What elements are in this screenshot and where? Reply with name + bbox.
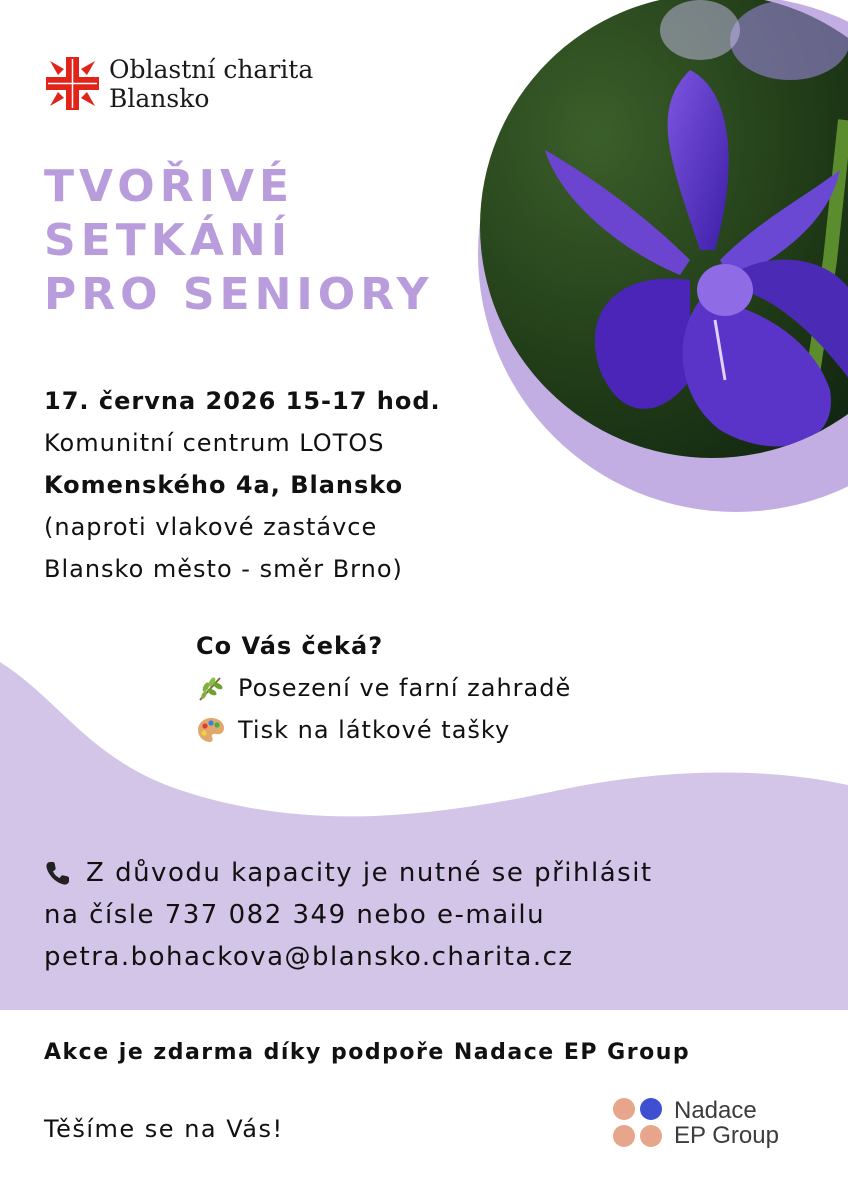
program-item-text: Tisk na látkové tašky: [238, 716, 511, 744]
org-name-line1: Oblastní charita: [109, 55, 314, 84]
organization-name: [109, 55, 313, 113]
program-item: [196, 709, 571, 751]
sponsor-name-line1: Nadace: [674, 1097, 757, 1124]
herb-icon: [196, 673, 226, 703]
sponsor-logo: [612, 1097, 779, 1149]
sponsor-name: [674, 1098, 779, 1148]
palette-icon: [196, 715, 226, 745]
poster-title: [44, 160, 434, 322]
registration-text: Z důvodu kapacity je nutné se přihlásit: [86, 858, 653, 888]
sponsor-note: Akce je zdarma díky podpoře Nadace EP Group: [44, 1040, 691, 1065]
org-name-line2: Blansko: [109, 84, 210, 113]
closing-greeting: Těšíme se na Vás!: [44, 1115, 284, 1143]
program-item: [196, 667, 571, 709]
program-section: [196, 625, 571, 751]
sponsor-name-line2: EP Group: [674, 1122, 779, 1149]
event-venue: Komunitní centrum LOTOS: [44, 429, 385, 457]
title-line3: PRO SENIORY: [44, 269, 434, 320]
organization-logo: [44, 55, 313, 113]
title-line1: TVOŘIVÉ: [44, 161, 295, 212]
phone-icon: [44, 859, 72, 887]
event-details: [44, 380, 441, 590]
registration-email[interactable]: petra.bohackova@blansko.charita.cz: [44, 942, 574, 972]
program-heading: Co Vás čeká?: [196, 632, 384, 660]
program-item-text: Posezení ve farní zahradě: [238, 674, 572, 702]
event-directions-line1: (naproti vlakové zastávce: [44, 513, 378, 541]
title-line2: SETKÁNÍ: [44, 215, 293, 266]
caritas-cross-icon: [44, 55, 101, 112]
event-directions-line2: Blansko město - směr Brno): [44, 555, 403, 583]
registration-info: [44, 852, 653, 978]
event-address: Komenského 4a, Blansko: [44, 471, 404, 499]
registration-phone-line: na čísle 737 082 349 nebo e-mailu: [44, 900, 546, 930]
sponsor-dots-icon: [612, 1097, 664, 1149]
event-date-time: 17. června 2026 15-17 hod.: [44, 387, 441, 415]
registration-line1: [44, 852, 653, 894]
